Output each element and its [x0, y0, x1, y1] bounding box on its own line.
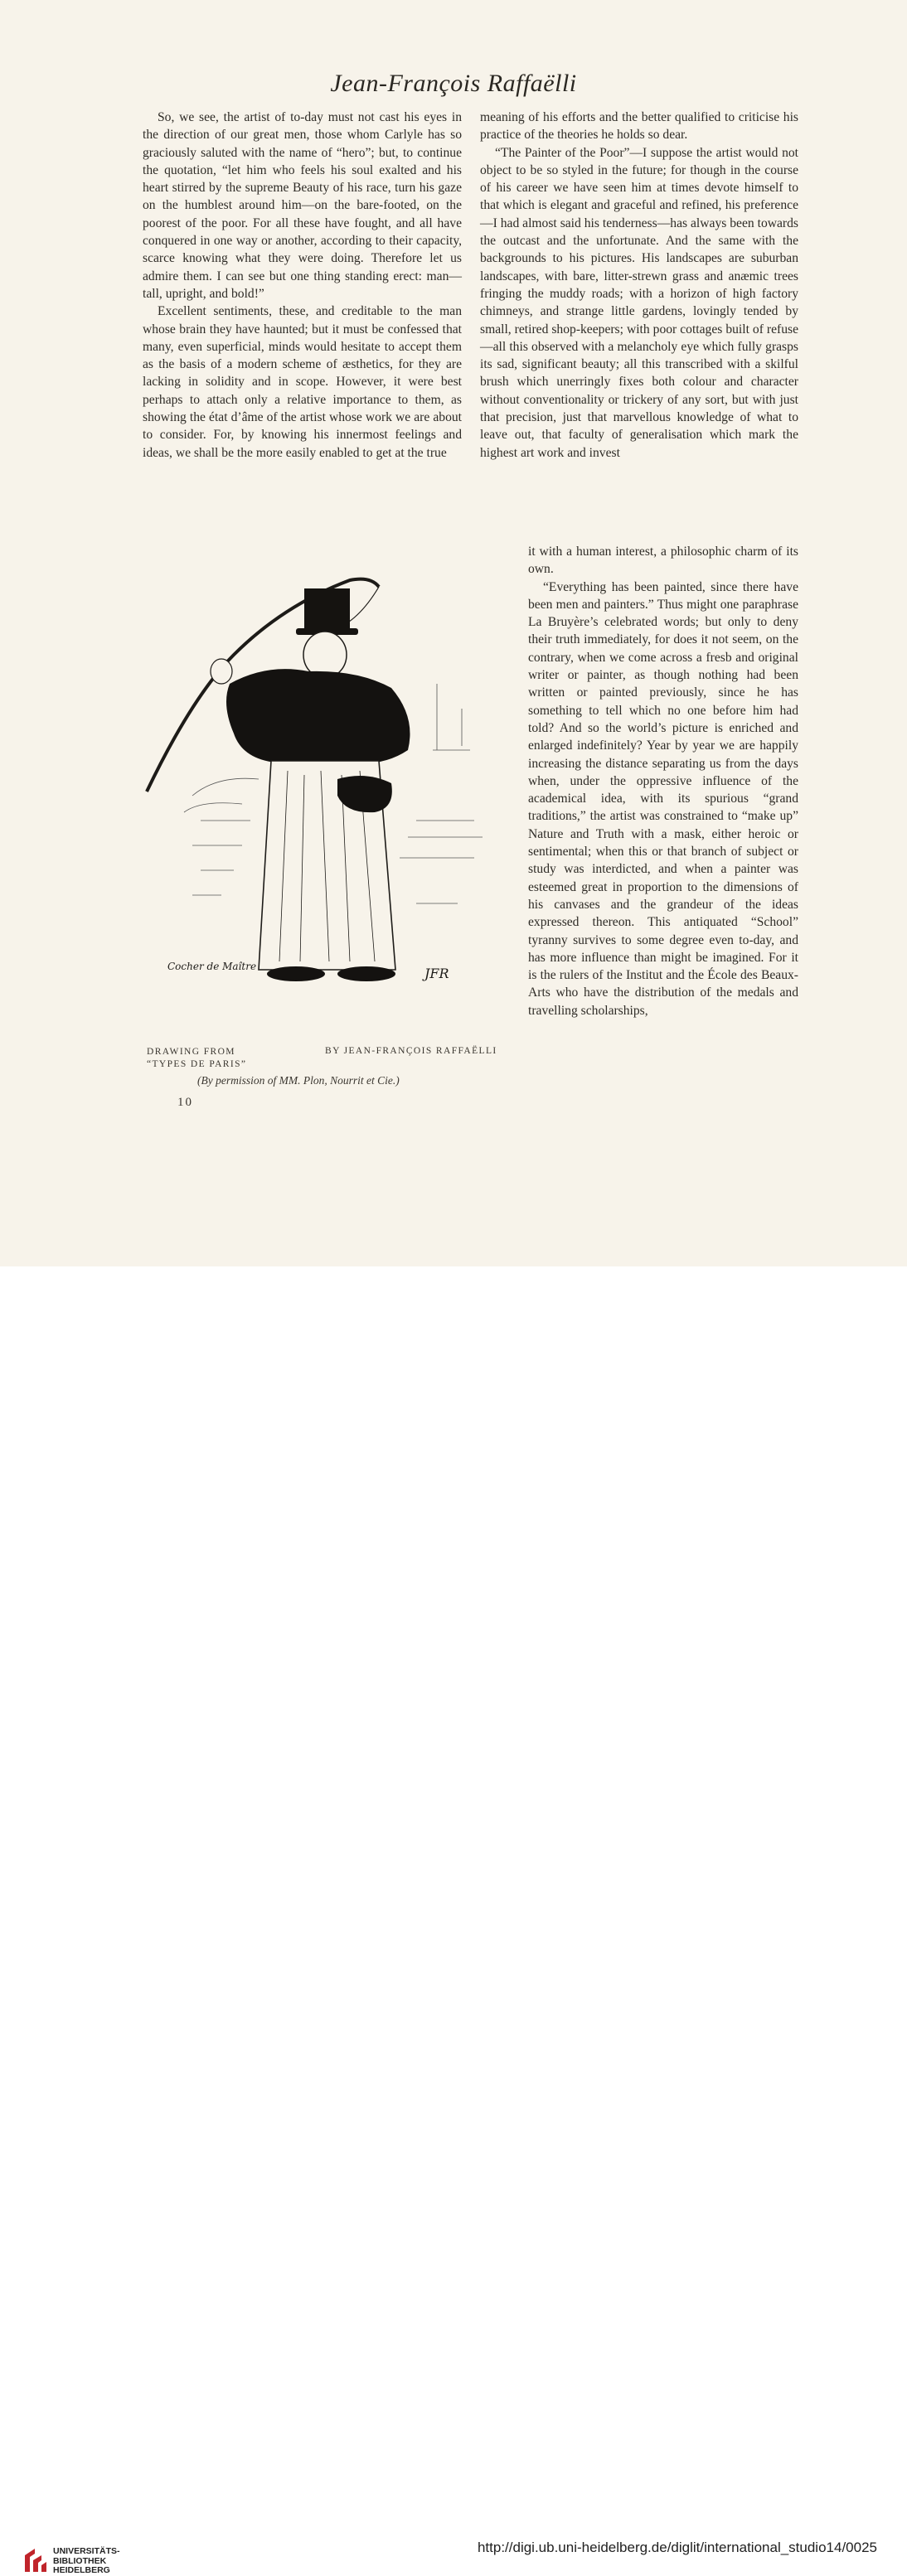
caption-artist: BY JEAN-FRANÇOIS RAFFAËLLI	[325, 1046, 497, 1056]
head	[303, 632, 347, 678]
footer-bar	[0, 1266, 907, 2575]
right-boot	[337, 966, 395, 981]
right-text-column-narrow	[528, 543, 798, 1019]
left-boot	[267, 966, 325, 981]
caption-permission: (By permission of MM. Plon, Nourrit et Cie.)	[197, 1074, 400, 1087]
library-name	[53, 2547, 120, 2576]
artist-monogram: JFR	[424, 966, 449, 981]
scanned-page	[0, 0, 907, 1266]
running-header-title: Jean-François Raffaëlli	[330, 70, 577, 97]
caption-line: “TYPES DE PARIS”	[147, 1059, 247, 1069]
library-name-line: HEIDELBERG	[53, 2565, 110, 2575]
fur-cape	[226, 669, 410, 763]
illustration-inscription: Cocher de Maître	[167, 961, 257, 972]
library-name-line: BIBLIOTHEK	[53, 2555, 107, 2566]
paragraph: it with a human interest, a philosophic charm of its own.	[528, 545, 798, 577]
paragraph: “The Painter of the Poor”—I suppose the artist would not object to be so styled in the future; for though in the course of his career we have seen him at times devote himself to that which is elegant and graceful and refined, his preference—I had almost said his tenderness—has always been towards the outcast and the unfortunate. And the same with the backgrounds to his pictures. His landscapes are suburban landscapes, with bare, litter-strewn grass and anæmic trees fringing the muddy roads; with a horizon of high factory chimneys, and strange little gardens, lovingly tended by small, retired shop-keepers; with poor cottages built of refuse—all this observed with a melancholy eye which fully grasps its sad, significant beauty; all this transcribed with a skilful brush which unerringly fixes both colour and character without conventionality or trickery of any sort, but with just that precision, just that marvellous knowledge of what to leave out, that faculty of generalisation which mark the highest art work and invest	[480, 145, 798, 460]
library-name-line: UNIVERSITÄTS-	[53, 2546, 120, 2556]
paragraph: meaning of his efforts and the better qualified to criticise his practice of the theories he holds so dear.	[480, 110, 798, 143]
right-text-column	[480, 109, 798, 462]
left-text-column	[143, 109, 462, 462]
coachman-illustration	[143, 572, 491, 1024]
top-hat	[304, 588, 350, 632]
paragraph: Excellent sentiments, these, and creditable to the man whose brain they have haunted; but it must be confessed that many, even superficial, minds would hesitate to accept them as the basis of a modern scheme of æsthetics, for they are lacking in solidity and in scope. However, it were best perhaps to attach only a relative importance to them, as showing the état d’âme of the artist whose work we are about to consider. For, by knowing his innermost feelings and ideas, we shall be the more easily enabled to get at the true	[143, 304, 462, 460]
caption-left	[147, 1046, 246, 1071]
caption-line: DRAWING FROM	[147, 1047, 235, 1057]
hand	[211, 659, 232, 684]
paragraph: So, we see, the artist of to-day must not cast his eyes in the direction of our great men, those whom Carlyle has so graciously saluted with the name of “hero”; but, to continue the quotation, “let him who feels his soul exalted and his heart stirred by the supreme Beauty of his race, turn his gaze on the humblest around him—on the bare-footed, on the poorest of the poor. For all these have fought, and all have conquered in one way or another, according to their capacity, scarce knowing what they were doing. Therefore let us admire them. I can see but one thing standing erect: man—tall, upright, and bold!”	[143, 110, 462, 301]
library-logo-icon	[23, 2547, 48, 2575]
paragraph: “Everything has been painted, since there have been men and painters.” Thus might one paraphrase La Bruyère’s celebrated words; but only to deny their truth immediately, for does it not seem, on the contrary, when we come across a fresb and original writer or painter, as though nothing had been written or painted previously, since he has something to tell which no one before him had told? And so the world’s picture is enriched and enlarged indefinitely? Year by year we are happily increasing the distance separating us from the days when, under the oppressive influence of the academical idea, with its spurious “grand traditions,” the artist was constrained to “make up” Nature and Truth with a mask, either heroic or sentimental; when this or that branch of subject or study was interdicted, and when a painter was esteemed great in proportion to the dimensions of his canvases and the grandeur of the ideas expressed thereon. This antiquated “School” tyranny survives to some degree even to-day, and has more influence than might be imagined. For it is the rulers of the Institut and the École des Beaux-Arts who have the distribution of the medals and travelling scholarships,	[528, 579, 798, 1018]
source-url-link[interactable]: http://digi.ub.uni-heidelberg.de/diglit/international_studio14/0025	[477, 2540, 877, 2555]
page-number: 10	[177, 1096, 193, 1109]
